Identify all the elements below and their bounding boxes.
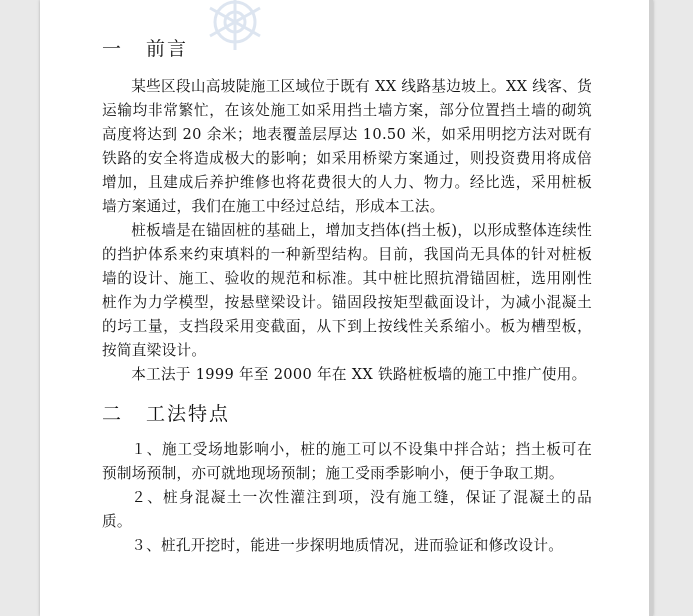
section-2-title: 工法特点 (146, 403, 231, 425)
document-body (102, 30, 592, 558)
section-1-paragraph-1: 某些区段山高坡陡施工区域位于既有 XX 线路基边坡上。XX 线客、货运输均非常繁忙，在该处施工如采用挡土墙方案，部分位置挡土墙的砌筑高度将达到 20 余米；地表覆盖层厚达 10.50 米，如采用明挖方法对既有铁路的安全将造成极大的影响；如采用桥梁方案通过，则投资费用将成倍增加，且建成后养护维修也将花费很大的人力、物力。经比选，采用桩板墙方案通过，我们在施工中经过总结，形成本工法。 (102, 78, 592, 215)
document-page (40, 0, 653, 616)
section-2-number: 二 (102, 403, 124, 425)
page-edge-divider (649, 0, 653, 616)
section-2-heading (102, 399, 592, 426)
section-1-number: 一 (102, 38, 124, 60)
section-2-item-2: ２、桩身混凝土一次性灌注到项，没有施工缝，保证了混凝土的品质。 (102, 489, 592, 530)
section-2-item-1: １、施工受场地影响小，桩的施工可以不设集中拌合站；挡土板可在预制场预制，亦可就地现场预制；施工受雨季影响小，便于争取工期。 (102, 441, 592, 482)
section-1-title: 前言 (146, 38, 189, 60)
section-1-paragraph-3: 本工法于 1999 年至 2000 年在 XX 铁路桩板墙的施工中推广使用。 (131, 366, 587, 383)
section-2-item-3: ３、桩孔开挖时，能进一步探明地质情况，进而验证和修改设计。 (131, 537, 564, 554)
section-1-heading (102, 34, 592, 61)
section-1-paragraph-2: 桩板墙是在锚固桩的基础上，增加支挡体(挡土板)，以形成整体连续性的挡护体系来约束填料的一种新型结构。目前，我国尚无具体的针对桩板墙的设计、施工、验收的规范和标准。其中桩比照抗滑锚固桩，选用刚性桩作为力学模型，按悬壁梁设计。锚固段按矩型截面设计，为减小混凝土的圬工量，支挡段采用变截面，从下到上按线性关系缩小。板为槽型板，按简直梁设计。 (102, 222, 592, 359)
